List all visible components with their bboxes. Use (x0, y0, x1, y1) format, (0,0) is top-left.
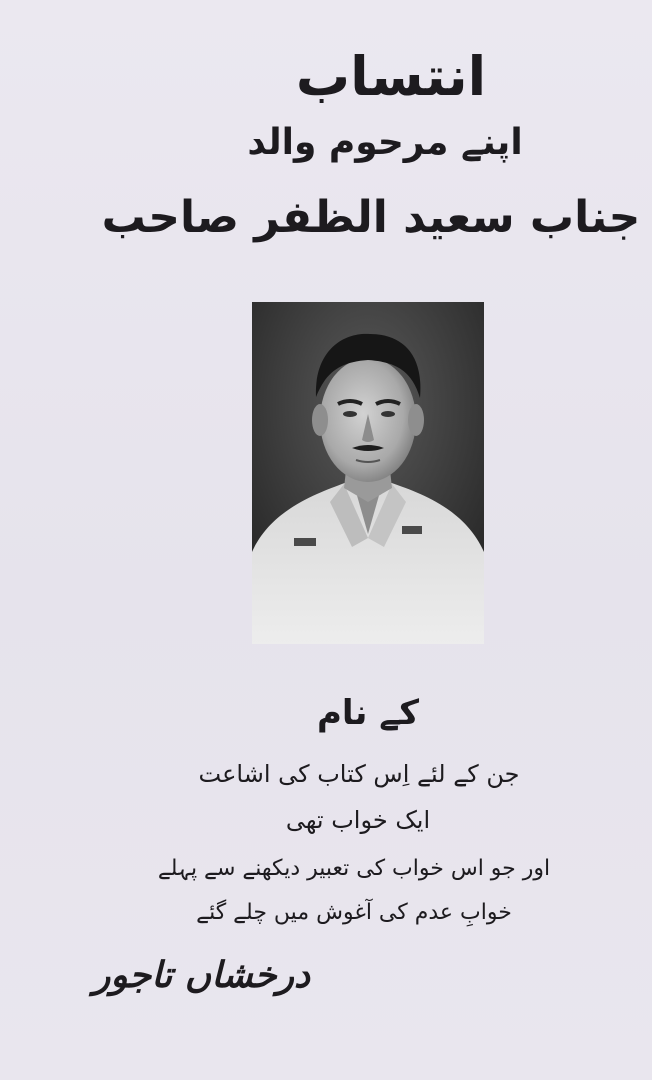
dedication-paragraph-line-4: خوابِ عدم کی آغوش میں چلے گئے (196, 900, 512, 925)
page-title: انتساب (295, 45, 487, 108)
dedication-line-2: جناب سعید الظفر صاحب (101, 192, 641, 243)
dedication-line-1: اپنے مرحوم والد (247, 122, 523, 163)
to-name-line: کے نام (317, 693, 419, 733)
dedication-paragraph-line-3: اور جو اس خواب کی تعبیر دیکھنے سے پہلے (157, 856, 551, 881)
dedication-paragraph-line-2: ایک خواب تھی (285, 806, 431, 834)
dedication-paragraph-line-1: جن کے لئے اِس کتاب کی اشاعت (198, 760, 520, 788)
portrait-photo (252, 302, 484, 644)
author-signature: درخشاں تاجور (93, 955, 310, 996)
